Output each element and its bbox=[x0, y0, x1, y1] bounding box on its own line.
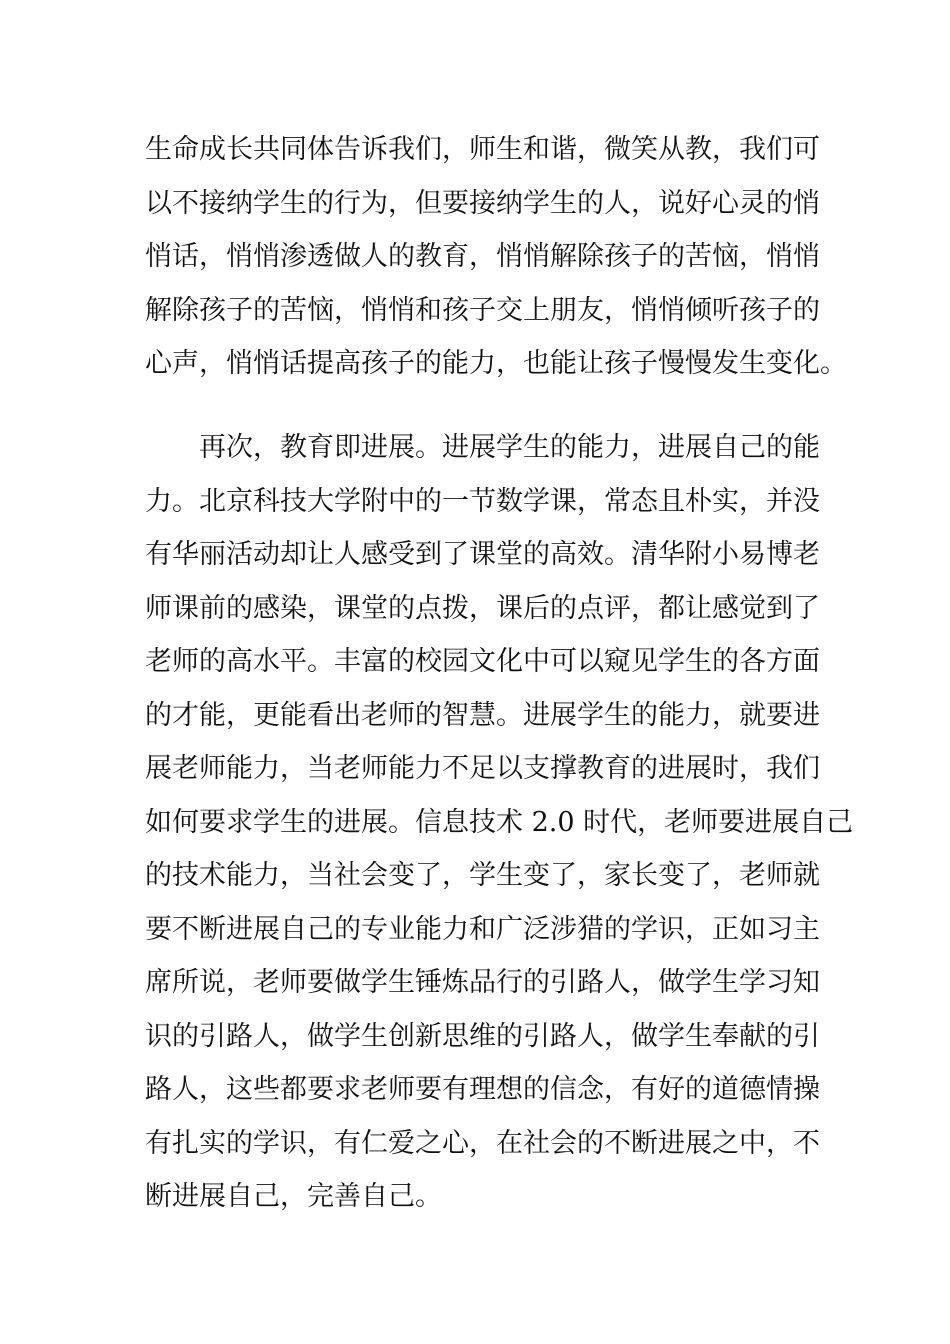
paragraph-line: 心声，悄悄话提高孩子的能力，也能让孩子慢慢发生变化。 bbox=[145, 348, 847, 379]
paragraph-line: 的才能，更能看出老师的智慧。进展学生的能力，就要进 bbox=[145, 699, 820, 731]
paragraph-line: 席所说，老师要做学生锤炼品行的引路人，做学生学习知 bbox=[145, 967, 820, 998]
paragraph-line: 识的引路人，做学生创新思维的引路人，做学生奉献的引 bbox=[145, 1020, 820, 1052]
paragraph-line: 如何要求学生的进展。信息技术 2.0 时代，老师要进展自己 bbox=[145, 806, 854, 838]
paragraph-line: 有扎实的学识，有仁爱之心，在社会的不断进展之中，不 bbox=[145, 1127, 820, 1159]
paragraph-line: 解除孩子的苦恼，悄悄和孩子交上朋友，悄悄倾听孩子的 bbox=[145, 294, 820, 326]
paragraph-2 bbox=[145, 421, 854, 1224]
paragraph-1 bbox=[145, 123, 847, 391]
paragraph-line: 展老师能力，当老师能力不足以支撑教育的进展时，我们 bbox=[145, 753, 820, 784]
paragraph-line: 有华丽活动却让人感受到了课堂的高效。清华附小易博老 bbox=[145, 539, 820, 570]
paragraph-line: 再次，教育即进展。进展学生的能力，进展自己的能 bbox=[145, 432, 820, 463]
paragraph-line: 悄话，悄悄渗透做人的教育，悄悄解除孩子的苦恼，悄悄 bbox=[145, 241, 820, 272]
paragraph-line: 的技术能力，当社会变了，学生变了，家长变了，老师就 bbox=[145, 860, 820, 891]
paragraph-line: 生命成长共同体告诉我们，师生和谐，微笑从教，我们可 bbox=[145, 134, 820, 165]
paragraph-line: 师课前的感染，课堂的点拨，课后的点评，都让感觉到了 bbox=[145, 592, 820, 624]
paragraph-line: 要不断进展自己的专业能力和广泛涉猎的学识，正如习主 bbox=[145, 913, 820, 945]
paragraph-line: 老师的高水平。丰富的校园文化中可以窥见学生的各方面 bbox=[145, 646, 820, 677]
paragraph-line: 力。北京科技大学附中的一节数学课，常态且朴实，并没 bbox=[145, 485, 820, 517]
paragraph-line: 以不接纳学生的行为，但要接纳学生的人，说好心灵的悄 bbox=[145, 187, 820, 219]
paragraph-line: 断进展自己，完善自己。 bbox=[145, 1181, 442, 1212]
paragraph-line: 路人，这些都要求老师要有理想的信念，有好的道德情操 bbox=[145, 1074, 820, 1105]
